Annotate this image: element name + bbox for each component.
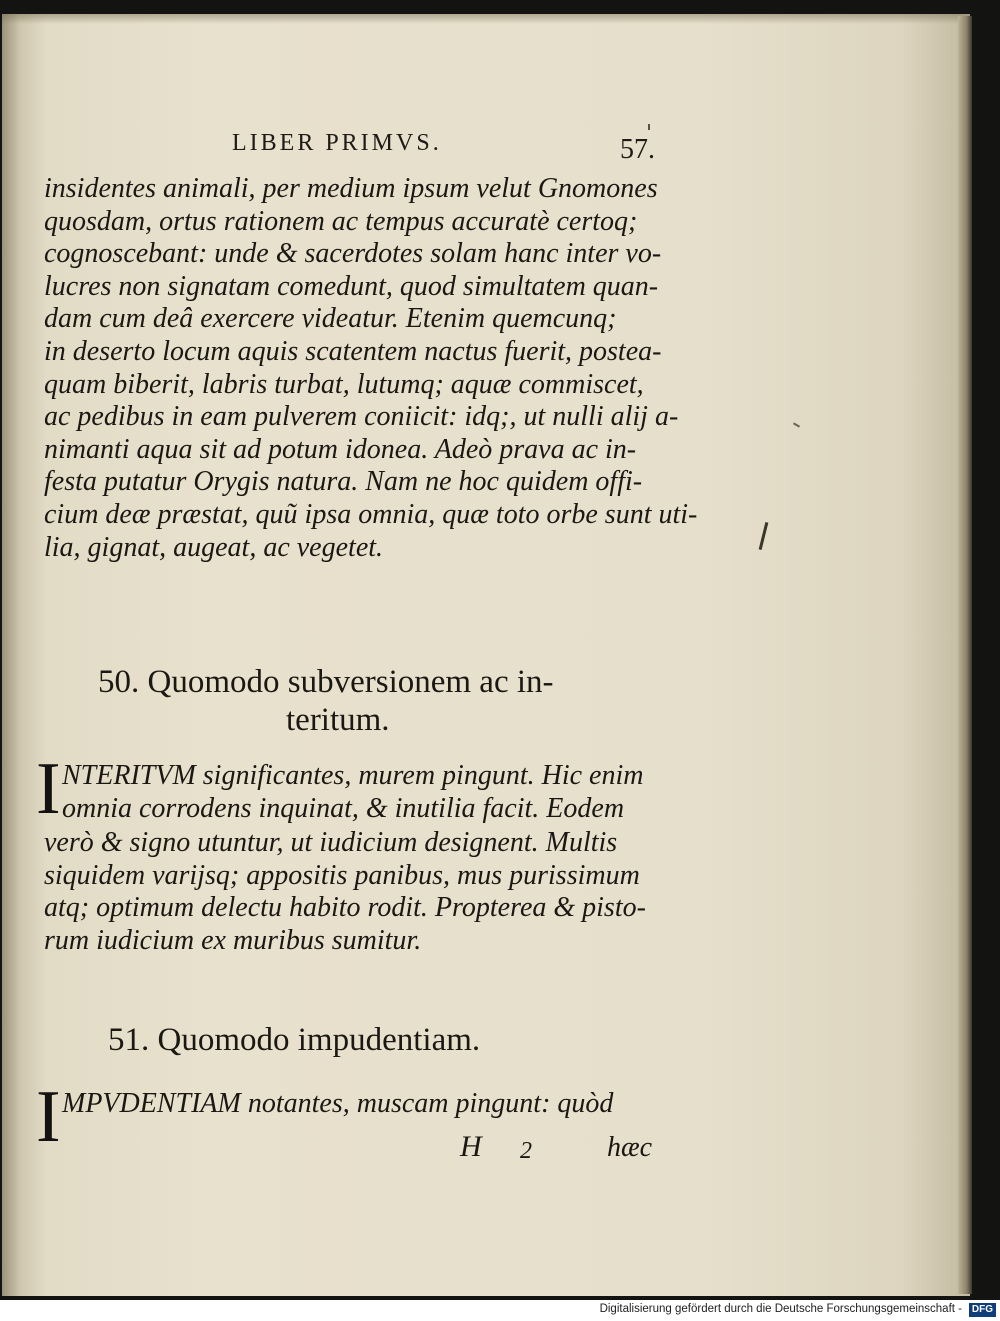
text-line: quosdam, ortus rationem ac tempus accuratè certoq; [44,205,638,237]
text-line: in deserto locum aquis scatentem nactus fuerit, postea- [44,335,662,367]
text-line: verò & signo utuntur, ut iudicium designent. Multis [44,827,618,858]
text-line: siquidem varijsq; appositis panibus, mus purissimum [44,859,640,891]
text-line: festa putatur Orygis natura. Nam ne hoc quidem offi- [44,466,643,498]
page-shadow [2,14,970,24]
text-line: cium deæ præstat, quũ ipsa omnia, quæ toto orbe sunt uti- [44,498,698,530]
running-head: LIBER PRIMVS. [232,130,442,156]
text-line: lucres non signatam comedunt, quod simultatem quan- [44,270,659,302]
signature-mark: H [460,1130,482,1163]
section-50-heading: 50. Quomodo subversionem ac in- [98,664,554,700]
section-51-heading: 51. Quomodo impudentiam. [108,1022,481,1058]
text-line: atq; optimum delectu habito rodit. Propterea & pisto- [44,892,646,924]
text-line: nimanti aqua sit ad potum idonea. Adeò prava ac in- [44,433,637,465]
page-edge [958,16,972,1294]
text-line: MPVDENTIAM notantes, muscam pingunt: quòd [62,1088,614,1119]
text-line: rum iudicium ex muribus sumitur. [44,924,422,956]
text-line: NTERITVM significantes, murem pingunt. Hic enim [62,760,644,791]
text-line: lia, gignat, augeat, ac vegetet. [44,531,384,563]
text-line: dam cum deâ exercere videatur. Etenim quemcunq; [44,303,617,335]
section-50-text-cont [44,827,684,957]
catchword: hæc [607,1132,653,1163]
dfg-logo: DFG [969,1303,996,1317]
signature-number: 2 [520,1138,532,1164]
section-51-text [62,1088,662,1121]
text-line: insidentes animali, per medium ipsum velut Gnomones [44,173,658,204]
text-line: omnia corrodens inquinat, & inutilia facit. Eodem [62,792,625,824]
drop-cap: I [36,1076,61,1158]
text-line: cognoscebant: unde & sacerdotes solam hanc inter vo- [44,238,662,270]
section-49-text [44,173,698,564]
page-number: 57. [620,134,655,165]
ink-speck [648,124,650,130]
text-line: ac pedibus in eam pulverem coniicit: idq;, ut nulli alij a- [44,401,679,433]
section-50-text [62,760,662,825]
footer-credit: Digitalisierung gefördert durch die Deutsche Forschungsgemeinschaft - [599,1303,962,1315]
text-line: quam biberit, labris turbat, lutumq; aquæ commiscet, [44,368,644,400]
drop-cap: I [36,748,61,830]
section-50-heading-cont: teritum. [286,702,390,738]
